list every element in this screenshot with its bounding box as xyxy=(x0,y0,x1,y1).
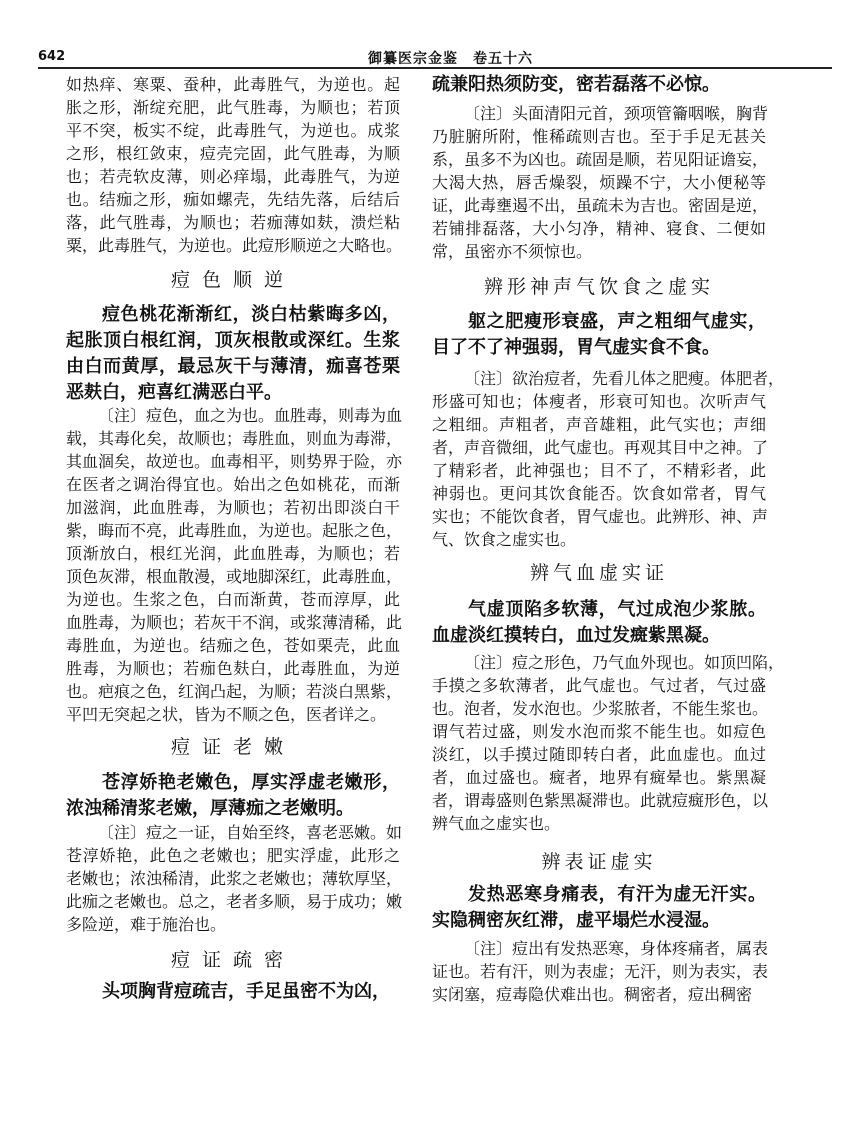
text-line: 实闭塞，痘毒隐伏难出也。稠密者，痘出稠密 xyxy=(432,985,753,1004)
text-line: 载，其毒化矣，故顺也；毒胜血，则血为毒滞， xyxy=(66,429,403,448)
text-line: 系，虽多不为凶也。疏固是顺，若见阳证谵妄， xyxy=(432,150,769,169)
page-number: 642 xyxy=(38,49,66,64)
section-heading: 痘色顺逆 xyxy=(170,269,295,291)
text-line: 气、饮食之虚实也。 xyxy=(432,530,577,549)
commentary-block xyxy=(432,937,769,1006)
text-line: 之粗细。声粗者，声音雄粗，此气实也；声细 xyxy=(432,415,766,434)
text-line: 若铺排磊落，大小匀净，精神、寝食、二便如 xyxy=(432,219,766,238)
text-line: 常，虽密亦不须惊也。 xyxy=(432,242,593,261)
text-line: 〔注〕头面清阳元首，颈项管籥咽喉，胸背 xyxy=(464,104,769,123)
verse-block xyxy=(432,309,766,361)
text-line: 也。泡者，发水泡也。少浆脓者，不能生浆也。 xyxy=(432,699,769,718)
text-line: 形盛可知也；体瘦者，形衰可知也。次听声气 xyxy=(432,392,766,411)
text-line: 辨气血之虚实也。 xyxy=(432,814,561,833)
text-line: 者，谓毒盛则色紫黑凝滞也。此就痘癍形色，以 xyxy=(432,791,769,810)
text-line: 乃脏腑所附，惟稀疏则吉也。至于手足无甚关 xyxy=(432,127,766,146)
verse-line: 头项胸背痘疏吉，手足虽密不为凶， xyxy=(102,981,390,1002)
section-heading: 痘证疏密 xyxy=(170,949,295,971)
text-line: 者，声音微细，此气虚也。再观其目中之神。了 xyxy=(432,438,769,457)
verse-block xyxy=(432,72,766,98)
text-line: 淡红，以手摸过随即转白者，此血虚也。血过 xyxy=(432,745,766,764)
text-line: 其血涸矣，故逆也。血毒相平，则势界于险，亦 xyxy=(66,452,403,471)
section-heading: 辨形神声气饮食之虚实 xyxy=(483,276,714,298)
verse-block xyxy=(66,979,400,1005)
verse-line: 实隐稠密灰红滞，虚平塌烂水浸湿。 xyxy=(432,910,720,931)
text-line: 神弱也。更问其饮食能否。饮食如常者，胃气 xyxy=(432,484,766,503)
commentary-block xyxy=(66,821,403,936)
verse-line: 浓浊稀清浆老嫩，厚薄痂之老嫩明。 xyxy=(66,798,354,819)
verse-block xyxy=(66,770,400,822)
text-line: 〔注〕痘之形色，乃气血外现也。如顶凹陷， xyxy=(464,653,785,672)
text-line: 实也；不能饮食者，胃气虚也。此辨形、神、声 xyxy=(432,507,769,526)
section-heading: 辨表证虚实 xyxy=(541,851,657,873)
text-line: 顶色灰滞，根血散漫，或地脚深红，此毒胜血， xyxy=(66,567,403,586)
running-title: 御纂医宗金鉴 卷五十六 xyxy=(368,51,533,67)
text-line: 之形，根红敛束，痘壳完固，此气胜毒，为顺 xyxy=(66,144,400,163)
commentary-block xyxy=(432,651,785,835)
commentary-block xyxy=(432,367,785,551)
text-line: 苍淳娇艳，此色之老嫩也；肥实浮虚，此形之 xyxy=(66,846,400,865)
text-line: 毒胜血，为逆也。结痂之色，苍如栗壳，此血 xyxy=(66,636,400,655)
text-line: 粟，此毒胜气，为逆也。此痘形顺逆之大略也。 xyxy=(66,236,403,255)
text-line: 也。结痂之形，痂如螺壳，先结先落，后结后 xyxy=(66,190,400,209)
text-line: 〔注〕痘之一证，自始至终，喜老恶嫩。如 xyxy=(98,823,403,842)
verse-line: 恶麸白，疤喜红满恶白平。 xyxy=(66,382,282,403)
verse-line: 目了不了神强弱，胃气虚实食不食。 xyxy=(432,337,720,358)
text-line: 紫，晦而不亮，此毒胜血，为逆也。起胀之色， xyxy=(66,521,403,540)
text-line: 手摸之多软薄者，此气虚也。气过者，气过盛 xyxy=(432,676,766,695)
verse-line: 苍淳娇艳老嫩色，厚实浮虚老嫩形， xyxy=(102,772,400,793)
text-line: 〔注〕痘色，血之为也。血胜毒，则毒为血 xyxy=(98,406,403,425)
text-line: 也。疤痕之色，红润凸起，为顺；若淡白黑紫， xyxy=(66,682,403,701)
text-line: 老嫩也；浓浊稀清，此浆之老嫩也；薄软厚坚， xyxy=(66,869,403,888)
text-line: 如热痒、寒粟、蚕种，此毒胜气，为逆也。起 xyxy=(66,75,400,94)
text-line: 加滋润，此血胜毒，为顺也；若初出即淡白干 xyxy=(66,498,400,517)
text-line: 在医者之调治得宜也。始出之色如桃花，而渐 xyxy=(66,475,400,494)
verse-block xyxy=(66,302,400,406)
verse-line: 发热恶寒身痛表，有汗为虚无汗实。 xyxy=(468,884,766,905)
verse-line: 由白而黄厚，最忌灰干与薄清，痂喜苍栗 xyxy=(66,356,400,377)
text-line: 者，血过盛也。癍者，地界有癍晕也。紫黑凝 xyxy=(432,768,766,787)
text-line: 〔注〕欲治痘者，先看儿体之肥瘦。体肥者， xyxy=(464,369,785,388)
text-line: 胜毒，为顺也；若痂色麸白，此毒胜血，为逆 xyxy=(66,659,400,678)
text-line: 证，此毒壅遏不出，虽疏未为吉也。密固是逆， xyxy=(432,196,769,215)
verse-line: 起胀顶白根红润，顶灰根散或深红。生浆 xyxy=(66,330,400,351)
verse-line: 躯之肥瘦形衰盛，声之粗细气虚实， xyxy=(468,311,766,332)
verse-block xyxy=(432,597,766,649)
text-line: 平凹无突起之状，皆为不顺之色，医者详之。 xyxy=(66,705,387,724)
text-line: 胀之形，渐绽充肥，此气胜毒，为顺也；若顶 xyxy=(66,98,400,117)
text-line: 证也。若有汗，则为表虚；无汗，则为表实，表 xyxy=(432,962,769,981)
text-line: 落，此气胜毒，为顺也；若痂薄如麸，溃烂粘 xyxy=(66,213,400,232)
verse-line: 痘色桃花渐渐红，淡白枯紫晦多凶， xyxy=(102,304,400,325)
verse-line: 血虚淡红摸转白，血过发癍紫黑凝。 xyxy=(432,625,720,646)
text-line: 也；若壳软皮薄，则必痒塌，此毒胜气，为逆 xyxy=(66,167,400,186)
text-line: 平不突，板实不绽，此毒胜气，为逆也。成浆 xyxy=(66,121,400,140)
text-line: 此痂之老嫩也。总之，老者多顺，易于成功；嫩 xyxy=(66,892,403,911)
text-line: 顶渐放白，根红光润，此血胜毒，为顺也；若 xyxy=(66,544,400,563)
commentary-block xyxy=(432,102,769,263)
commentary-block xyxy=(66,404,403,726)
text-line: 〔注〕痘出有发热恶寒，身体疼痛者，属表 xyxy=(464,939,769,958)
text-line: 血胜毒，为顺也；若灰干不润，或浆薄清稀，此 xyxy=(66,613,403,632)
commentary-block xyxy=(66,73,403,257)
text-line: 大渴大热，唇舌燥裂，烦躁不宁，大小便秘等 xyxy=(432,173,766,192)
text-line: 了精彩者，此神强也；目不了，不精彩者，此 xyxy=(432,461,766,480)
verse-block xyxy=(432,882,766,934)
verse-line: 疏兼阳热须防变，密若磊落不必惊。 xyxy=(432,74,720,95)
text-line: 谓气若过盛，则发水泡而浆不能生也。如痘色 xyxy=(432,722,766,741)
verse-line: 气虚顶陷多软薄，气过成泡少浆脓。 xyxy=(468,599,766,620)
text-line: 多险逆，难于施治也。 xyxy=(66,915,227,934)
section-heading: 痘证老嫩 xyxy=(170,736,295,758)
section-heading: 辨气血虚实证 xyxy=(529,562,668,584)
text-line: 为逆也。生浆之色，白而渐黄，苍而淳厚，此 xyxy=(66,590,400,609)
header-rule xyxy=(38,67,832,69)
